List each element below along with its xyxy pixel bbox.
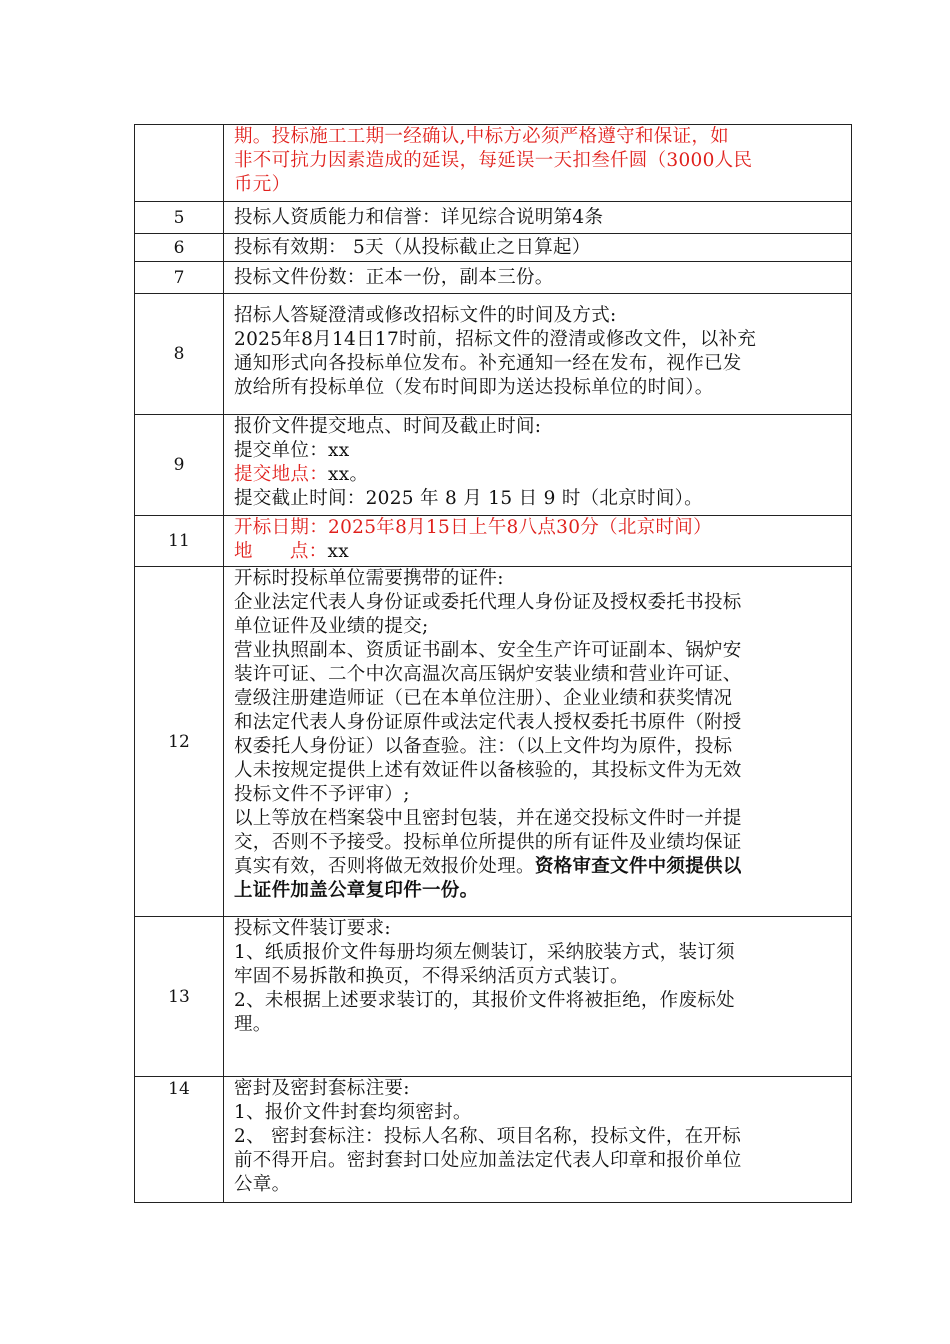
- table-row: [135, 415, 852, 516]
- table-row: [135, 917, 852, 1077]
- text-line: 前不得开启。密封套封口处应加盖法定代表人印章和报价单位: [234, 1150, 742, 1171]
- text-line: 装许可证、二个中次高温次高压锅炉安装业绩和营业许可证、: [234, 664, 742, 685]
- text-line: 报价文件提交地点、时间及截止时间:: [234, 416, 542, 437]
- text-line: 放给所有投标单位（发布时间即为送达投标单位的时间）。: [234, 377, 714, 398]
- row-content: [224, 294, 852, 415]
- text-line: 公章。: [234, 1174, 291, 1195]
- text-line: 投标文件不予评审）;: [234, 784, 410, 805]
- row-number: 14: [135, 1077, 224, 1203]
- text-line: [234, 540, 844, 564]
- text-line: 投标文件装订要求:: [234, 918, 391, 939]
- table-row: [135, 202, 852, 234]
- text-line: [234, 855, 844, 879]
- text-line: 人未按规定提供上述有效证件以备核验的，其投标文件为无效: [234, 760, 742, 781]
- text-line: 招标人答疑澄清或修改招标文件的时间及方式:: [234, 305, 617, 326]
- table-row: [135, 262, 852, 294]
- row-content: [224, 125, 852, 202]
- field-value: xx。: [328, 464, 369, 485]
- row-number: 12: [135, 567, 224, 917]
- row-number: 11: [135, 516, 224, 567]
- row-number: 7: [135, 262, 224, 294]
- row-number: [135, 125, 224, 202]
- text-line: 营业执照副本、资质证书副本、安全生产许可证副本、锅炉安: [234, 640, 742, 661]
- text-line: 上证件加盖公章复印件一份。: [234, 880, 479, 901]
- text-line: 期。投标施工工期一经确认,中标方必须严格遵守和保证，如: [234, 126, 729, 147]
- table-row: [135, 234, 852, 262]
- row-number: 8: [135, 294, 224, 415]
- text-line: 交，否则不予接受。投标单位所提供的所有证件及业绩均保证: [234, 832, 742, 853]
- field-value: xx: [327, 541, 349, 562]
- text-line: 权委托人身份证）以备查验。注：（以上文件均为原件，投标: [234, 736, 733, 757]
- row-number: 13: [135, 917, 224, 1077]
- row-content: 投标有效期： 5天（从投标截止之日算起）: [224, 234, 852, 262]
- row-content: [224, 415, 852, 516]
- bold-segment: 资格审查文件中须提供以: [534, 856, 742, 877]
- row-number: 6: [135, 234, 224, 262]
- row-content: [224, 1077, 852, 1203]
- text-line: 提交单位：xx: [234, 440, 350, 461]
- text-line: 1、纸质报价文件每册均须左侧装订，采纳胶装方式，装订须: [234, 942, 735, 963]
- table-row: [135, 294, 852, 415]
- text-line: 开标时投标单位需要携带的证件:: [234, 568, 504, 589]
- row-content: 投标人资质能力和信誉：详见综合说明第4条: [224, 202, 852, 234]
- text-line: 以上等放在档案袋中且密封包装，并在递交投标文件时一并提: [234, 808, 742, 829]
- text-line: 密封及密封套标注要:: [234, 1078, 410, 1099]
- row-content: 投标文件份数：正本一份，副本三份。: [224, 262, 852, 294]
- row-content: [224, 516, 852, 567]
- text-line: 通知形式向各投标单位发布。补充通知一经在发布，视作已发: [234, 353, 742, 374]
- text-line: 理。: [234, 1014, 272, 1035]
- table-row: [135, 516, 852, 567]
- text-line: 牢固不易拆散和换页，不得采纳活页方式装订。: [234, 966, 629, 987]
- text-line: 2、 密封套标注：投标人名称、项目名称，投标文件，在开标: [234, 1126, 742, 1147]
- row-number: 5: [135, 202, 224, 234]
- text-segment: 真实有效，否则将做无效报价处理。: [234, 856, 535, 877]
- text-line: 提交截止时间：2025 年 8 月 15 日 9 时（北京时间）。: [234, 488, 703, 509]
- text-line: 非不可抗力因素造成的延误，每延误一天扣叁仟圆（3000人民: [234, 150, 753, 171]
- row-content: [224, 567, 852, 917]
- text-line: 和法定代表人身份证原件或法定代表人授权委托书原件（附授: [234, 712, 742, 733]
- field-label: 提交地点：: [234, 464, 329, 485]
- field-label: 地 点：: [234, 541, 328, 562]
- text-line: 壹级注册建造师证（已在本单位注册）、企业业绩和获奖情况: [234, 688, 733, 709]
- row-content: [224, 917, 852, 1077]
- text-line: 开标日期：2025年8月15日上午8八点30分（北京时间）: [234, 517, 712, 538]
- text-line: 2025年8月14日17时前，招标文件的澄清或修改文件，以补充: [234, 329, 757, 350]
- table-row: [135, 1077, 852, 1203]
- text-line: 1、报价文件封套均须密封。: [234, 1102, 472, 1123]
- row-number: 9: [135, 415, 224, 516]
- text-line: 企业法定代表人身份证或委托代理人身份证及授权委托书投标: [234, 592, 742, 613]
- table-row: [135, 125, 852, 202]
- text-line: 2、未根据上述要求装订的，其报价文件将被拒绝，作废标处: [234, 990, 735, 1011]
- table-row: [135, 567, 852, 917]
- requirements-table: [134, 124, 852, 1203]
- text-line: 币元）: [234, 174, 291, 195]
- text-line: [234, 463, 844, 487]
- text-line: 单位证件及业绩的提交;: [234, 616, 429, 637]
